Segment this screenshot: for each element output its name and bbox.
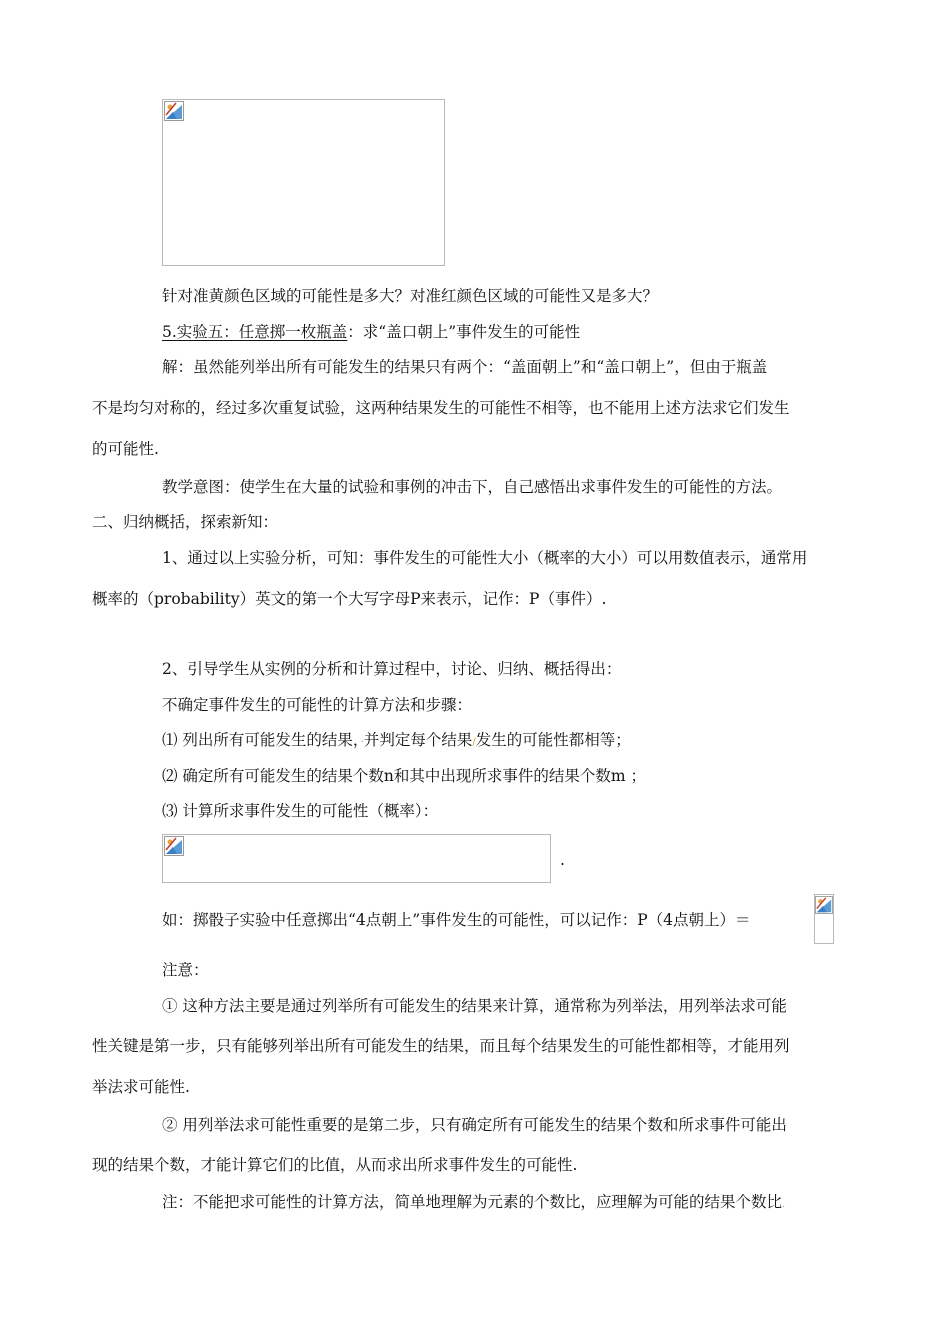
question-colors: 针对准黄颜色区域的可能性是多大？对准红颜色区域的可能性又是多大？ — [162, 287, 659, 305]
step-1 — [162, 730, 631, 753]
note-2-line-1: ② 用列举法求可能性重要的是第二步，只有确定所有可能发生的结果个数和所求事件可能出 — [162, 1116, 787, 1134]
broken-image-icon — [164, 836, 184, 856]
solution-line-1: 解：虽然能列举出所有可能发生的结果只有两个：“盖面朝上”和“盖口朝上”，但由于瓶盖 — [162, 358, 768, 376]
note-title: 注意： — [162, 961, 209, 979]
step-2: ⑵ 确定所有可能发生的结果个数n和其中出现所求事件的结果个数m ； — [162, 767, 647, 785]
broken-image-dice-fraction — [814, 894, 834, 944]
solution-line-2: 不是均匀对称的，经过多次重复试验，这两种结果发生的可能性不相等，也不能用上述方法求它们发生 — [92, 399, 790, 417]
point-1-line-2: 概率的（probability）英文的第一个大写字母P来表示，记作：P（事件）. — [92, 590, 607, 608]
step-3: ⑶ 计算所求事件发生的可能性（概率）： — [162, 802, 439, 820]
experiment-5-rest: ：求“盖口朝上”事件发生的可能性 — [347, 323, 581, 341]
solution-line-3: 的可能性. — [92, 440, 159, 458]
broken-image-icon — [164, 101, 184, 121]
edit-mark: . — [782, 1199, 786, 1210]
broken-image-spinner — [162, 99, 445, 266]
formula-period: . — [560, 851, 565, 869]
point-1-line-1: 1、通过以上实验分析，可知：事件发生的可能性大小（概率的大小）可以用数值表示，通常用 — [162, 549, 808, 567]
note-1-line-3: 举法求可能性. — [92, 1078, 190, 1096]
step-1-part-b: 并判定每个结果 — [363, 731, 473, 749]
step-1-part-a: ⑴ 列出所有可能发生的结果， — [162, 731, 361, 749]
dice-example: 如：掷骰子实验中任意掷出“4点朝上”事件发生的可能性，可以记作：P（4点朝上）＝ — [162, 911, 751, 929]
edit-mark: · — [360, 737, 364, 748]
section-2-heading: 二、归纳概括，探索新知： — [92, 513, 279, 531]
experiment-5-title: 5.实验五：任意掷一枚瓶盖 — [162, 323, 348, 341]
broken-image-formula — [162, 834, 551, 883]
note-1-line-1: ① 这种方法主要是通过列举所有可能发生的结果来计算，通常称为列举法，用列举法求可能 — [162, 997, 787, 1015]
teaching-intent: 教学意图：使学生在大量的试验和事例的冲击下，自己感悟出求事件发生的可能性的方法。 — [162, 478, 783, 496]
step-1-part-c: 发生的可能性都相等； — [475, 731, 631, 749]
experiment-5 — [162, 322, 580, 342]
note-1-line-2: 性关键是第一步，只有能够列举出所有可能发生的结果，而且每个结果发生的可能性都相等，才能用列 — [92, 1037, 790, 1055]
steps-title: 不确定事件发生的可能性的计算方法和步骤： — [162, 696, 473, 714]
broken-image-icon — [815, 896, 833, 914]
point-2: 2、引导学生从实例的分析和计算过程中，讨论、归纳、概括得出： — [162, 660, 622, 678]
final-note — [162, 1192, 785, 1215]
note-2-line-2: 现的结果个数，才能计算它们的比值，从而求出所求事件发生的可能性. — [92, 1156, 578, 1174]
edit-mark: / — [472, 737, 476, 748]
final-note-text: 注：不能把求可能性的计算方法，简单地理解为元素的个数比，应理解为可能的结果个数比 — [162, 1193, 783, 1211]
